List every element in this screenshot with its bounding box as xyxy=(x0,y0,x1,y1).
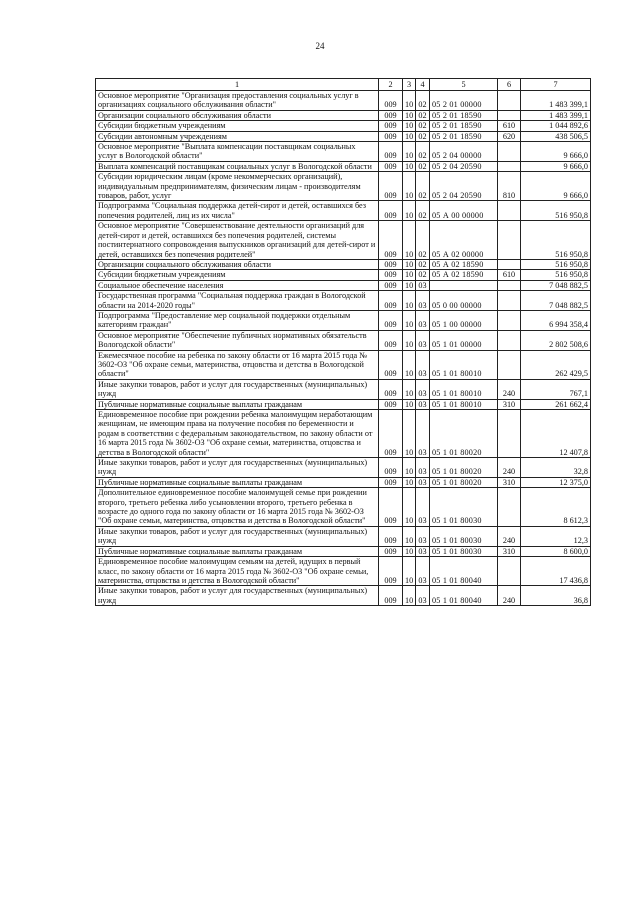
table-row xyxy=(96,291,591,311)
row-name-cell: Субсидии юридическим лицам (кроме некоммерческих организаций), индивидуальным предпринимателям, физическим лицам - производителям товаров, работ, услуг xyxy=(96,172,379,201)
row-name-cell: Организации социального обслуживания области xyxy=(96,259,379,269)
row-amount-cell: 8 600,0 xyxy=(521,546,591,556)
table-row xyxy=(96,526,591,546)
row-ministry-code-cell: 009 xyxy=(379,557,403,586)
row-section-cell: 10 xyxy=(403,259,416,269)
table-row xyxy=(96,477,591,487)
row-target-article-cell: 05 А 00 00000 xyxy=(430,201,498,221)
row-target-article-cell: 05 0 00 00000 xyxy=(430,291,498,311)
row-expense-type-cell: 240 xyxy=(498,526,521,546)
table-row xyxy=(96,221,591,260)
row-name-cell: Основное мероприятие "Обеспечение публичных нормативных обязательств Вологодской области" xyxy=(96,330,379,350)
row-section-cell: 10 xyxy=(403,91,416,111)
row-ministry-code-cell: 009 xyxy=(379,291,403,311)
row-amount-cell: 7 048 882,5 xyxy=(521,291,591,311)
row-subsection-cell: 02 xyxy=(416,91,430,111)
row-amount-cell: 516 950,8 xyxy=(521,259,591,269)
row-ministry-code-cell: 009 xyxy=(379,280,403,290)
row-section-cell: 10 xyxy=(403,410,416,458)
row-ministry-code-cell: 009 xyxy=(379,201,403,221)
row-target-article-cell: 05 2 01 18590 xyxy=(430,110,498,120)
row-expense-type-cell: 610 xyxy=(498,121,521,131)
row-name-cell: Государственная программа "Социальная поддержка граждан в Вологодской области на 2014-2020 годы" xyxy=(96,291,379,311)
row-target-article-cell: 05 А 02 18590 xyxy=(430,259,498,269)
row-ministry-code-cell: 009 xyxy=(379,110,403,120)
row-section-cell: 10 xyxy=(403,458,416,478)
row-subsection-cell: 02 xyxy=(416,221,430,260)
row-amount-cell: 516 950,8 xyxy=(521,201,591,221)
row-subsection-cell: 02 xyxy=(416,259,430,269)
table-row xyxy=(96,399,591,409)
table-row xyxy=(96,161,591,171)
table-row xyxy=(96,110,591,120)
row-target-article-cell: 05 А 02 00000 xyxy=(430,221,498,260)
table-row xyxy=(96,131,591,141)
row-subsection-cell: 03 xyxy=(416,458,430,478)
table-row xyxy=(96,350,591,379)
row-name-cell: Ежемесячное пособие на ребенка по закону области от 16 марта 2015 года № 3602-ОЗ "Об охране семьи, материнства, отцовства и детства в Вологодской области" xyxy=(96,350,379,379)
table-row xyxy=(96,270,591,280)
row-subsection-cell: 03 xyxy=(416,410,430,458)
row-section-cell: 10 xyxy=(403,477,416,487)
row-ministry-code-cell: 009 xyxy=(379,142,403,162)
row-ministry-code-cell: 009 xyxy=(379,161,403,171)
row-target-article-cell: 05 1 01 80030 xyxy=(430,546,498,556)
row-target-article-cell: 05 1 01 00000 xyxy=(430,330,498,350)
row-name-cell: Субсидии автономным учреждениям xyxy=(96,131,379,141)
row-target-article-cell: 05 2 01 00000 xyxy=(430,91,498,111)
row-amount-cell: 516 950,8 xyxy=(521,221,591,260)
row-subsection-cell: 03 xyxy=(416,526,430,546)
row-amount-cell: 17 436,8 xyxy=(521,557,591,586)
table-row xyxy=(96,142,591,162)
table-row xyxy=(96,458,591,478)
row-amount-cell: 36,8 xyxy=(521,586,591,606)
row-subsection-cell: 02 xyxy=(416,142,430,162)
row-target-article-cell: 05 2 01 18590 xyxy=(430,131,498,141)
row-name-cell: Субсидии бюджетным учреждениям xyxy=(96,121,379,131)
header-col-2: 2 xyxy=(379,79,403,91)
row-ministry-code-cell: 009 xyxy=(379,330,403,350)
row-section-cell: 10 xyxy=(403,586,416,606)
row-amount-cell: 1 044 892,6 xyxy=(521,121,591,131)
row-amount-cell: 2 802 508,6 xyxy=(521,330,591,350)
row-amount-cell: 8 612,3 xyxy=(521,488,591,527)
row-target-article-cell: 05 2 04 00000 xyxy=(430,142,498,162)
row-section-cell: 10 xyxy=(403,291,416,311)
row-target-article-cell: 05 А 02 18590 xyxy=(430,270,498,280)
row-subsection-cell: 03 xyxy=(416,399,430,409)
row-amount-cell: 12 407,8 xyxy=(521,410,591,458)
header-col-6: 6 xyxy=(498,79,521,91)
row-name-cell: Дополнительное единовременное пособие малоимущей семье при рождении второго, третьего ребенка либо усыновлении второго, третьего ребенка в возрасте до одного года по закону области от 16 марта 2015 года № 3602-ОЗ "Об охране семьи, материнства, отцовства и детства в Вологодской области" xyxy=(96,488,379,527)
row-amount-cell: 6 994 358,4 xyxy=(521,310,591,330)
row-ministry-code-cell: 009 xyxy=(379,121,403,131)
row-subsection-cell: 02 xyxy=(416,110,430,120)
table-row xyxy=(96,201,591,221)
row-target-article-cell: 05 2 04 20590 xyxy=(430,172,498,201)
row-ministry-code-cell: 009 xyxy=(379,172,403,201)
row-ministry-code-cell: 009 xyxy=(379,91,403,111)
row-ministry-code-cell: 009 xyxy=(379,221,403,260)
table-header-row xyxy=(96,79,591,91)
row-name-cell: Иные закупки товаров, работ и услуг для государственных (муниципальных) нужд xyxy=(96,586,379,606)
row-expense-type-cell: 240 xyxy=(498,379,521,399)
row-subsection-cell: 02 xyxy=(416,131,430,141)
row-section-cell: 10 xyxy=(403,131,416,141)
row-amount-cell: 1 483 399,1 xyxy=(521,110,591,120)
row-ministry-code-cell: 009 xyxy=(379,350,403,379)
row-section-cell: 10 xyxy=(403,172,416,201)
row-section-cell: 10 xyxy=(403,350,416,379)
row-ministry-code-cell: 009 xyxy=(379,259,403,269)
row-name-cell: Основное мероприятие "Совершенствование деятельности организаций для детей-сирот и детей, оставшихся без попечения родителей, системы постинтернатного сопровождения выпускников организаций для детей-сирот и детей, оставшихся без попечения родителей" xyxy=(96,221,379,260)
row-target-article-cell xyxy=(430,280,498,290)
row-expense-type-cell xyxy=(498,110,521,120)
row-subsection-cell: 02 xyxy=(416,161,430,171)
row-target-article-cell: 05 1 01 80010 xyxy=(430,399,498,409)
row-ministry-code-cell: 009 xyxy=(379,488,403,527)
header-col-3: 3 xyxy=(403,79,416,91)
row-name-cell: Иные закупки товаров, работ и услуг для государственных (муниципальных) нужд xyxy=(96,458,379,478)
row-subsection-cell: 02 xyxy=(416,172,430,201)
row-expense-type-cell: 610 xyxy=(498,270,521,280)
row-name-cell: Организации социального обслуживания области xyxy=(96,110,379,120)
row-expense-type-cell xyxy=(498,161,521,171)
table-row xyxy=(96,410,591,458)
table-row xyxy=(96,172,591,201)
page-number: 24 xyxy=(315,41,325,51)
row-subsection-cell: 02 xyxy=(416,270,430,280)
row-expense-type-cell xyxy=(498,221,521,260)
row-expense-type-cell: 240 xyxy=(498,458,521,478)
row-amount-cell: 9 666,0 xyxy=(521,161,591,171)
row-expense-type-cell xyxy=(498,330,521,350)
row-subsection-cell: 03 xyxy=(416,291,430,311)
row-subsection-cell: 03 xyxy=(416,379,430,399)
row-amount-cell: 438 506,5 xyxy=(521,131,591,141)
row-expense-type-cell xyxy=(498,91,521,111)
row-ministry-code-cell: 009 xyxy=(379,458,403,478)
row-name-cell: Публичные нормативные социальные выплаты гражданам xyxy=(96,546,379,556)
row-target-article-cell: 05 2 04 20590 xyxy=(430,161,498,171)
row-section-cell: 10 xyxy=(403,142,416,162)
table-row xyxy=(96,310,591,330)
row-name-cell: Основное мероприятие "Организация предоставления социальных услуг в организациях социального обслуживания области" xyxy=(96,91,379,111)
row-section-cell: 10 xyxy=(403,399,416,409)
row-section-cell: 10 xyxy=(403,161,416,171)
header-col-4: 4 xyxy=(416,79,430,91)
row-ministry-code-cell: 009 xyxy=(379,379,403,399)
row-name-cell: Публичные нормативные социальные выплаты гражданам xyxy=(96,399,379,409)
row-target-article-cell: 05 1 00 00000 xyxy=(430,310,498,330)
row-name-cell: Выплата компенсаций поставщикам социальных услуг в Вологодской области xyxy=(96,161,379,171)
row-amount-cell: 12 375,0 xyxy=(521,477,591,487)
row-ministry-code-cell: 009 xyxy=(379,310,403,330)
row-name-cell: Иные закупки товаров, работ и услуг для государственных (муниципальных) нужд xyxy=(96,526,379,546)
table-row xyxy=(96,259,591,269)
row-target-article-cell: 05 1 01 80040 xyxy=(430,557,498,586)
table-row xyxy=(96,91,591,111)
row-expense-type-cell: 810 xyxy=(498,172,521,201)
row-ministry-code-cell: 009 xyxy=(379,546,403,556)
row-name-cell: Единовременное пособие при рождении ребенка малоимущим неработающим женщинам, не имеющим права на получение пособия по беременности и родам в соответствии с федеральным законодательством, по закону области от 16 марта 2015 года № 3602-ОЗ "Об охране семьи, материнства, отцовства и детства в Вологодской области" xyxy=(96,410,379,458)
row-section-cell: 10 xyxy=(403,488,416,527)
row-ministry-code-cell: 009 xyxy=(379,399,403,409)
table-row xyxy=(96,280,591,290)
row-amount-cell: 262 429,5 xyxy=(521,350,591,379)
row-name-cell: Субсидии бюджетным учреждениям xyxy=(96,270,379,280)
header-col-7: 7 xyxy=(521,79,591,91)
row-subsection-cell: 03 xyxy=(416,586,430,606)
row-ministry-code-cell: 009 xyxy=(379,270,403,280)
row-amount-cell: 261 662,4 xyxy=(521,399,591,409)
row-section-cell: 10 xyxy=(403,546,416,556)
row-subsection-cell: 03 xyxy=(416,330,430,350)
budget-table xyxy=(95,78,591,606)
row-expense-type-cell: 240 xyxy=(498,586,521,606)
row-section-cell: 10 xyxy=(403,110,416,120)
row-subsection-cell: 03 xyxy=(416,546,430,556)
row-section-cell: 10 xyxy=(403,201,416,221)
row-name-cell: Основное мероприятие "Выплата компенсации поставщикам социальных услуг в Вологодской области" xyxy=(96,142,379,162)
header-col-1: 1 xyxy=(96,79,379,91)
row-expense-type-cell xyxy=(498,259,521,269)
row-subsection-cell: 02 xyxy=(416,201,430,221)
row-amount-cell: 9 666,0 xyxy=(521,172,591,201)
row-section-cell: 10 xyxy=(403,121,416,131)
row-subsection-cell: 02 xyxy=(416,121,430,131)
row-name-cell: Публичные нормативные социальные выплаты гражданам xyxy=(96,477,379,487)
row-expense-type-cell xyxy=(498,488,521,527)
row-section-cell: 10 xyxy=(403,270,416,280)
row-expense-type-cell xyxy=(498,410,521,458)
row-expense-type-cell xyxy=(498,557,521,586)
row-ministry-code-cell: 009 xyxy=(379,586,403,606)
row-subsection-cell: 03 xyxy=(416,310,430,330)
row-target-article-cell: 05 1 01 80040 xyxy=(430,586,498,606)
row-ministry-code-cell: 009 xyxy=(379,477,403,487)
row-target-article-cell: 05 1 01 80010 xyxy=(430,379,498,399)
table-row xyxy=(96,330,591,350)
row-section-cell: 10 xyxy=(403,379,416,399)
table-row xyxy=(96,488,591,527)
row-section-cell: 10 xyxy=(403,526,416,546)
row-amount-cell: 7 048 882,5 xyxy=(521,280,591,290)
table-row xyxy=(96,121,591,131)
row-name-cell: Единовременное пособие малоимущим семьям на детей, идущих в первый класс, по закону области от 16 марта 2015 года № 3602-ОЗ "Об охране семьи, материнства, отцовства и детства в Вологодской области" xyxy=(96,557,379,586)
row-section-cell: 10 xyxy=(403,221,416,260)
row-target-article-cell: 05 1 01 80020 xyxy=(430,477,498,487)
row-amount-cell: 32,8 xyxy=(521,458,591,478)
row-amount-cell: 12,3 xyxy=(521,526,591,546)
row-expense-type-cell xyxy=(498,142,521,162)
row-target-article-cell: 05 1 01 80010 xyxy=(430,350,498,379)
row-expense-type-cell: 310 xyxy=(498,399,521,409)
row-section-cell: 10 xyxy=(403,310,416,330)
row-target-article-cell: 05 1 01 80020 xyxy=(430,410,498,458)
row-expense-type-cell xyxy=(498,201,521,221)
row-name-cell: Иные закупки товаров, работ и услуг для государственных (муниципальных) нужд xyxy=(96,379,379,399)
row-amount-cell: 516 950,8 xyxy=(521,270,591,280)
row-section-cell: 10 xyxy=(403,330,416,350)
row-name-cell: Подпрограмма "Предоставление мер социальной поддержки отдельным категориям граждан" xyxy=(96,310,379,330)
row-name-cell: Социальное обеспечение населения xyxy=(96,280,379,290)
row-subsection-cell: 03 xyxy=(416,488,430,527)
row-section-cell: 10 xyxy=(403,557,416,586)
row-expense-type-cell xyxy=(498,291,521,311)
row-section-cell: 10 xyxy=(403,280,416,290)
row-subsection-cell: 03 xyxy=(416,477,430,487)
row-ministry-code-cell: 009 xyxy=(379,410,403,458)
table-row xyxy=(96,557,591,586)
row-amount-cell: 9 666,0 xyxy=(521,142,591,162)
row-target-article-cell: 05 1 01 80020 xyxy=(430,458,498,478)
header-col-5: 5 xyxy=(430,79,498,91)
row-target-article-cell: 05 1 01 80030 xyxy=(430,488,498,527)
row-ministry-code-cell: 009 xyxy=(379,526,403,546)
row-expense-type-cell: 310 xyxy=(498,477,521,487)
row-subsection-cell: 03 xyxy=(416,350,430,379)
row-expense-type-cell xyxy=(498,280,521,290)
row-target-article-cell: 05 1 01 80030 xyxy=(430,526,498,546)
row-expense-type-cell: 310 xyxy=(498,546,521,556)
table-row xyxy=(96,586,591,606)
row-target-article-cell: 05 2 01 18590 xyxy=(430,121,498,131)
row-expense-type-cell xyxy=(498,310,521,330)
row-subsection-cell: 03 xyxy=(416,557,430,586)
row-amount-cell: 767,1 xyxy=(521,379,591,399)
table-row xyxy=(96,546,591,556)
row-expense-type-cell xyxy=(498,350,521,379)
row-expense-type-cell: 620 xyxy=(498,131,521,141)
row-subsection-cell: 03 xyxy=(416,280,430,290)
row-name-cell: Подпрограмма "Социальная поддержка детей-сирот и детей, оставшихся без попечения родителей, лиц из их числа" xyxy=(96,201,379,221)
row-ministry-code-cell: 009 xyxy=(379,131,403,141)
table-row xyxy=(96,379,591,399)
row-amount-cell: 1 483 399,1 xyxy=(521,91,591,111)
